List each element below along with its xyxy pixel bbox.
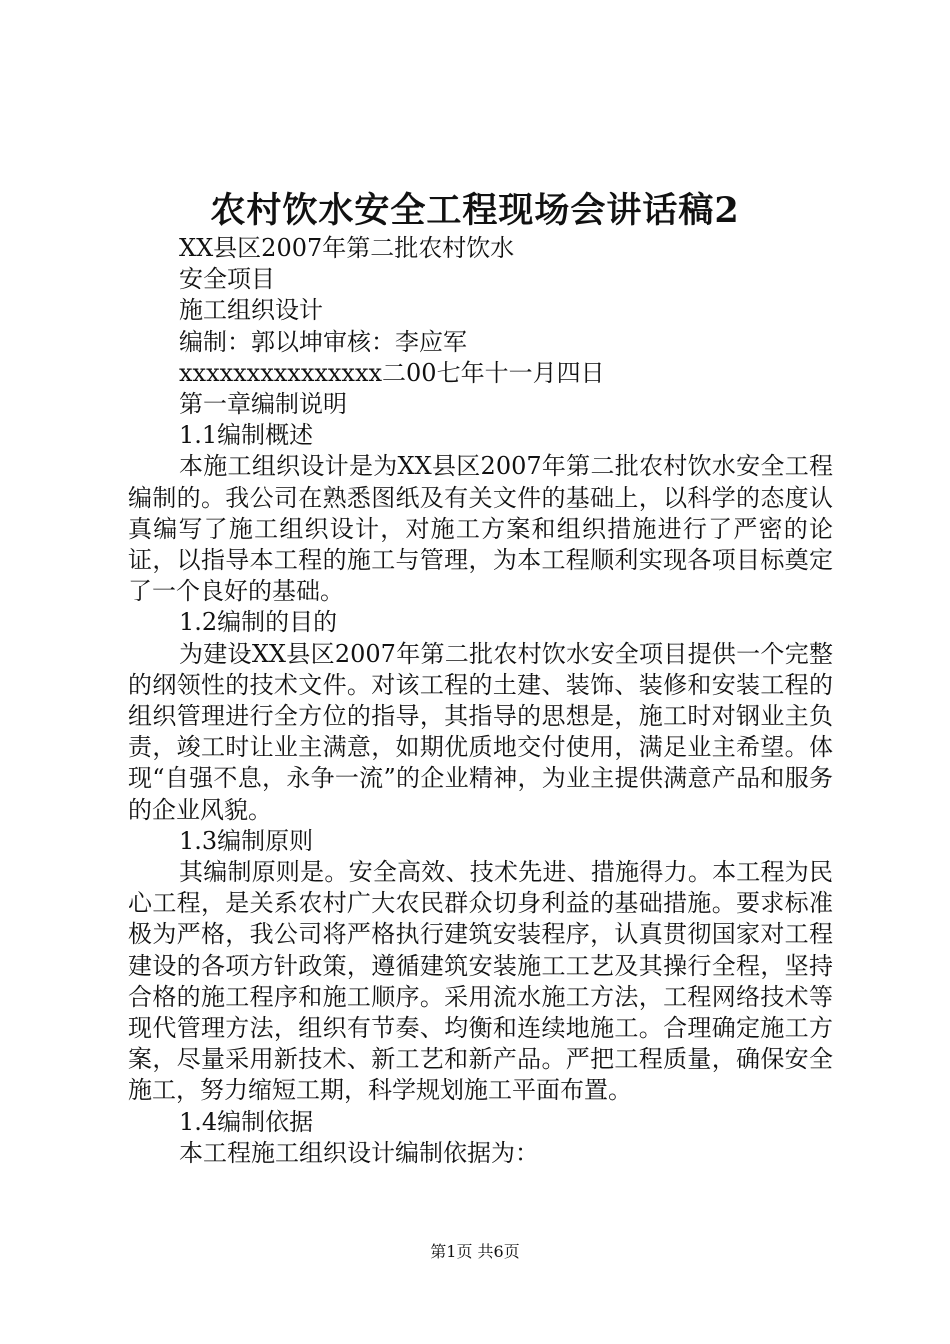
author-reviewer-line: 编制：郭以坤审核：李应军 bbox=[179, 327, 467, 356]
project-name-line: XX县区2007年第二批农村饮水 bbox=[179, 234, 515, 262]
project-subtitle-line: 安全项目 bbox=[179, 265, 275, 294]
document-title: 农村饮水安全工程现场会讲话稿2 bbox=[210, 190, 740, 231]
section-heading-1-2: 1.2编制的目的 bbox=[179, 608, 338, 637]
section-heading-1-3: 1.3编制原则 bbox=[179, 826, 314, 855]
document-body bbox=[128, 233, 833, 1169]
date-line: xxxxxxxxxxxxxxx二00七年十一月四日 bbox=[179, 358, 605, 387]
section-body-1-1: 本施工组织设计是为XX县区2007年第二批农村饮水安全工程编制的。我公司在熟悉图纸及有关文件的基础上，以科学的态度认真编写了施工组织设计，对施工方案和组织措施进行了严密的论证，以指导本工程的施工与管理，为本工程顺利实现各项目标奠定了一个良好的基础。 bbox=[128, 452, 833, 606]
chapter-heading: 第一章编制说明 bbox=[179, 390, 347, 419]
section-heading-1-4: 1.4编制依据 bbox=[179, 1107, 314, 1136]
design-title-line: 施工组织设计 bbox=[179, 296, 323, 325]
section-body-1-3: 其编制原则是。安全高效、技术先进、措施得力。本工程为民心工程，是关系农村广大农民群众切身利益的基础措施。要求标准极为严格，我公司将严格执行建筑安装程序，认真贯彻国家对工程建设的各项方针政策，遵循建筑安装施工工艺及其操行全程，坚持合格的施工程序和施工顺序。采用流水施工方法，工程网络技术等现代管理方法，组织有节奏、均衡和连续地施工。合理确定施工方案，尽量采用新技术、新工艺和新产品。严把工程质量，确保安全施工，努力缩短工期，科学规划施工平面布置。 bbox=[128, 858, 833, 1105]
section-heading-1-1: 1.1编制概述 bbox=[179, 421, 314, 450]
page-footer: 第1页 共6页 bbox=[430, 1242, 520, 1261]
section-body-1-2: 为建设XX县区2007年第二批农村饮水安全项目提供一个完整的纲领性的技术文件。对该工程的土建、装饰、装修和安装工程的组织管理进行全方位的指导，其指导的思想是，施工时对钢业主负责，竣工时让业主满意，如期优质地交付使用，满足业主希望。体现“自强不息，永争一流”的企业精神，为业主提供满意产品和服务的企业风貌。 bbox=[128, 639, 833, 824]
section-body-1-4: 本工程施工组织设计编制依据为： bbox=[179, 1138, 539, 1167]
